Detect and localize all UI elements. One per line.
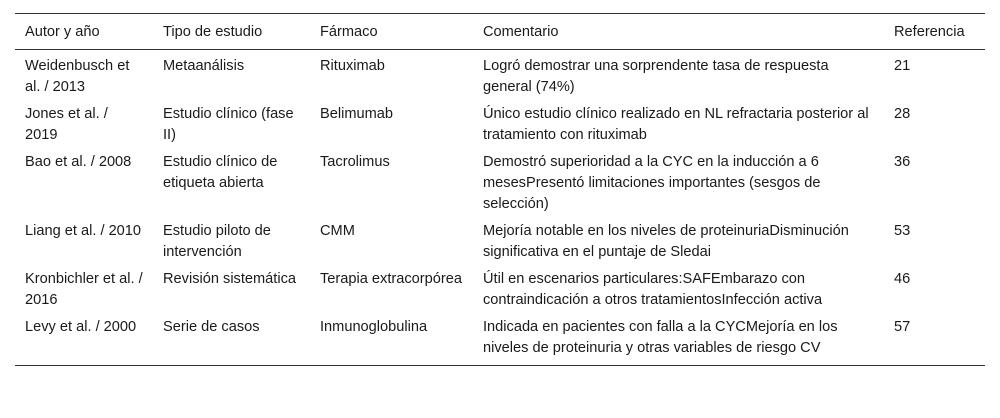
cell-comentario: Útil en escenarios particulares:SAFEmbarazo con contraindicación a otros tratamientosInfección activa <box>483 271 823 308</box>
table-row <box>15 50 985 101</box>
cell-tipo: Estudio clínico de etiqueta abierta <box>163 154 278 191</box>
cell-farmaco: Rituximab <box>320 58 385 74</box>
cell-comentario: Logró demostrar una sorprendente tasa de respuesta general (74%) <box>483 58 829 95</box>
table-row <box>15 217 985 265</box>
cell-tipo: Revisión sistemática <box>163 271 297 287</box>
studies-table-container <box>15 13 985 366</box>
header-row <box>15 14 985 50</box>
header-comentario: Comentario <box>483 24 559 40</box>
table-header <box>15 14 985 50</box>
header-autor: Autor y año <box>25 24 100 40</box>
cell-referencia: 46 <box>894 271 911 287</box>
cell-tipo: Metaanálisis <box>163 58 245 74</box>
cell-referencia: 57 <box>894 319 911 335</box>
cell-tipo: Estudio piloto de intervención <box>163 223 271 260</box>
cell-comentario: Mejoría notable en los niveles de proteinuriaDisminución significativa en el puntaje de Sledai <box>483 223 849 260</box>
cell-referencia: 53 <box>894 223 911 239</box>
header-tipo: Tipo de estudio <box>163 24 263 40</box>
header-referencia: Referencia <box>894 24 965 40</box>
cell-comentario: Demostró superioridad a la CYC en la inducción a 6 mesesPresentó limitaciones importantes (sesgos de selección) <box>483 154 821 212</box>
table-row <box>15 148 985 217</box>
header-farmaco: Fármaco <box>320 24 378 40</box>
cell-autor: Kronbichler et al. / 2016 <box>25 271 143 308</box>
cell-farmaco: Inmunoglobulina <box>320 319 428 335</box>
table-body <box>15 50 985 366</box>
cell-comentario: Indicada en pacientes con falla a la CYCMejoría en los niveles de proteinuria y otras variables de riesgo CV <box>483 319 838 356</box>
cell-tipo: Serie de casos <box>163 319 260 335</box>
cell-farmaco: Belimumab <box>320 106 393 122</box>
cell-autor: Levy et al. / 2000 <box>25 319 137 335</box>
table-row <box>15 313 985 366</box>
table-row <box>15 100 985 148</box>
table-row <box>15 265 985 313</box>
cell-farmaco: Tacrolimus <box>320 154 390 170</box>
studies-table <box>15 13 985 366</box>
cell-autor: Weidenbusch et al. / 2013 <box>25 58 130 95</box>
cell-autor: Jones et al. / 2019 <box>25 106 108 143</box>
cell-autor: Liang et al. / 2010 <box>25 223 142 239</box>
cell-tipo: Estudio clínico (fase II) <box>163 106 294 143</box>
cell-referencia: 21 <box>894 58 911 74</box>
cell-farmaco: Terapia extracorpórea <box>320 271 462 287</box>
cell-farmaco: CMM <box>320 223 355 239</box>
cell-autor: Bao et al. / 2008 <box>25 154 132 170</box>
cell-referencia: 28 <box>894 106 911 122</box>
cell-comentario: Único estudio clínico realizado en NL refractaria posterior al tratamiento con rituximab <box>483 106 869 143</box>
cell-referencia: 36 <box>894 154 911 170</box>
